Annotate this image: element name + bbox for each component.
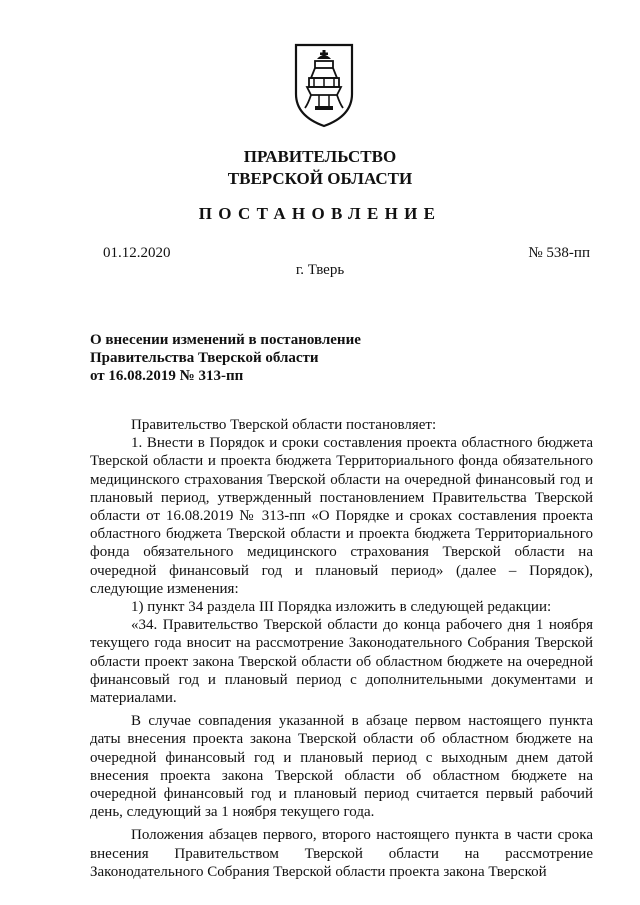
document-subject — [90, 331, 361, 385]
coat-of-arms-emblem — [293, 42, 355, 128]
document-body — [90, 416, 593, 881]
document-type: ПОСТАНОВЛЕНИЕ — [198, 204, 442, 223]
body-paragraph-6: Положения абзацев первого, второго настоящего пункта в части срока внесения Правительством Тверской области на рассмотрение Законодательного Собрания Тверской области проекта закона Тверской — [90, 827, 593, 880]
body-paragraph-1: Правительство Тверской области постановляет: — [131, 417, 437, 433]
body-paragraph-3: 1) пункт 34 раздела III Порядка изложить в следующей редакции: — [131, 599, 552, 616]
org-line-1: ПРАВИТЕЛЬСТВО — [243, 147, 397, 166]
subject-line-3: от 16.08.2019 № 313-пп — [90, 368, 244, 384]
document-city: г. Тверь — [295, 262, 345, 278]
body-paragraph-2: 1. Внести в Порядок и сроки составления проекта областного бюджета Тверской области и проекта бюджета Территориального фонда обязательного медицинского страхования Тверской области на очередной финансовый год и плановый период, утвержденный постановлением Правительства Тверской области от 16.08.2019 № 313-пп «О Порядке и сроках составления проекта областного бюджета Тверской области и проекта бюджета Территориального фонда обязательного медицинского страхования Тверской области на очередной финансовый год и плановый период» (далее – Порядок), следующие изменения: — [90, 435, 593, 597]
document-number: № 538-пп — [528, 245, 590, 261]
subject-line-1: О внесении изменений в постановление — [90, 332, 361, 348]
org-line-2: ТВЕРСКОЙ ОБЛАСТИ — [227, 169, 413, 188]
body-paragraph-4: «34. Правительство Тверской области до конца рабочего дня 1 ноября текущего года вносит на рассмотрение Законодательного Собрания Тверской области проект закона Тверской области об областном бюджете на очередной финансовый год и плановый период с дополнительными документами и материалами. — [90, 617, 593, 707]
body-paragraph-5: В случае совпадения указанной в абзаце первом настоящего пункта даты внесения проекта закона Тверской области об областном бюджете на очередной финансовый год и плановый период с выходным днем датой внесения проекта закона Тверской области об областном бюджете на очередной финансовый год и плановый период считается первый рабочий день, следующий за 1 ноября текущего года. — [90, 713, 593, 821]
subject-line-2: Правительства Тверской области — [90, 350, 319, 366]
government-name — [0, 146, 640, 190]
document-date: 01.12.2020 — [103, 245, 171, 261]
